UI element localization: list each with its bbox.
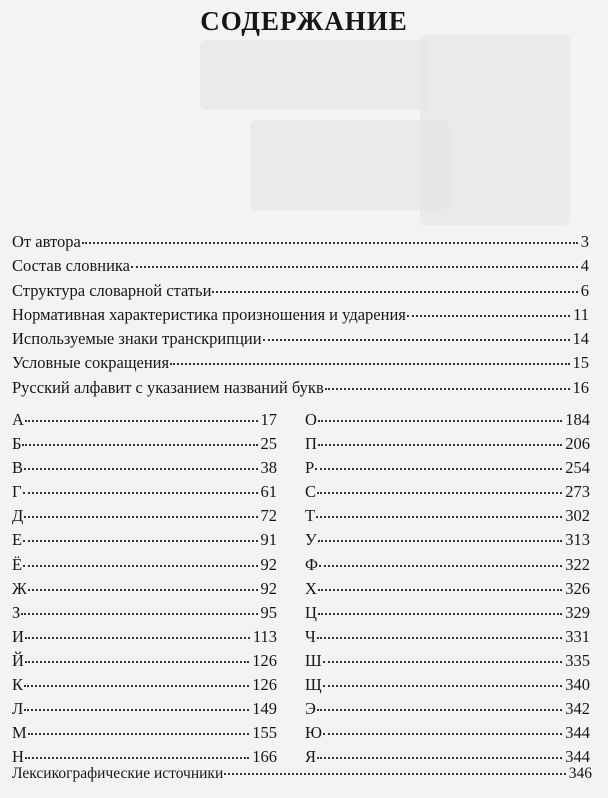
bleed-through-texture: [420, 35, 570, 225]
letter-label: П: [305, 434, 317, 453]
letter-label: И: [12, 627, 24, 646]
dot-leader: [263, 339, 570, 341]
toc-entry-from-author[interactable]: [12, 232, 589, 252]
letter-page: 184: [565, 410, 590, 429]
dot-leader: [21, 613, 257, 615]
dot-leader: [212, 291, 577, 293]
letter-page: 302: [565, 506, 590, 525]
letter-entry-e-reversed[interactable]: [305, 699, 590, 719]
letter-entry-t[interactable]: [305, 506, 590, 526]
letter-page: 91: [260, 530, 277, 549]
dot-leader: [323, 661, 563, 663]
dot-leader: [319, 565, 562, 567]
letter-label: Б: [12, 434, 22, 453]
letter-page: 329: [565, 603, 590, 622]
letter-label: Г: [12, 482, 22, 501]
toc-entry-entry-structure[interactable]: [12, 281, 589, 301]
letter-label: Й: [12, 651, 24, 670]
letter-page: 149: [252, 699, 277, 718]
letter-label: Щ: [305, 675, 322, 694]
letter-entry-p[interactable]: [305, 434, 590, 454]
dot-leader: [82, 242, 578, 244]
letter-entry-y[interactable]: [12, 651, 277, 671]
letter-page: 126: [252, 651, 277, 670]
dot-leader: [323, 685, 563, 687]
letter-entry-m[interactable]: [12, 723, 277, 743]
toc-entry-label: Используемые знаки транскрипции: [12, 329, 262, 348]
letter-label: З: [12, 603, 21, 622]
letter-page: 92: [260, 555, 277, 574]
letter-entry-z[interactable]: [12, 603, 277, 623]
letter-page: 335: [565, 651, 590, 670]
letter-page: 206: [565, 434, 590, 453]
dot-leader: [24, 709, 249, 711]
letter-label: А: [12, 410, 24, 429]
letter-page: 342: [565, 699, 590, 718]
dot-leader: [28, 733, 250, 735]
letter-entry-d[interactable]: [12, 506, 277, 526]
letter-label: Ю: [305, 723, 322, 742]
letter-page: 155: [252, 723, 277, 742]
letter-entry-zh[interactable]: [12, 579, 277, 599]
letter-label: У: [305, 530, 317, 549]
letter-entry-ts[interactable]: [305, 603, 590, 623]
dot-leader: [318, 540, 563, 542]
toc-entry-label: Лексикографические источники: [12, 765, 224, 782]
letter-label: Р: [305, 458, 315, 477]
letter-page: 72: [260, 506, 277, 525]
dot-leader: [25, 637, 250, 639]
toc-entry-transcription-signs[interactable]: [12, 329, 589, 349]
letter-label: Ш: [305, 651, 322, 670]
dot-leader: [325, 388, 570, 390]
letter-page: 166: [252, 747, 277, 766]
letter-label: Ф: [305, 555, 319, 574]
letter-page: 322: [565, 555, 590, 574]
toc-entry-label: Русский алфавит с указанием названий букв: [12, 378, 324, 397]
letter-page: 254: [565, 458, 590, 477]
toc-entry-russian-alphabet[interactable]: [12, 378, 589, 398]
dot-leader: [23, 565, 257, 567]
letter-label: Ц: [305, 603, 317, 622]
dot-leader: [25, 757, 249, 759]
letter-page: 17: [260, 410, 277, 429]
dot-leader: [24, 685, 249, 687]
letter-label: Л: [12, 699, 24, 718]
letter-entry-u[interactable]: [305, 530, 590, 550]
letter-page: 344: [565, 723, 590, 742]
dot-leader: [24, 516, 257, 518]
letter-label: Я: [305, 747, 317, 766]
letter-entry-kh[interactable]: [305, 579, 590, 599]
letter-page: 331: [565, 627, 590, 646]
letter-page: 126: [252, 675, 277, 694]
toc-entry-page: 3: [580, 232, 589, 251]
letter-label: М: [12, 723, 27, 742]
letter-entry-g[interactable]: [12, 482, 277, 502]
dot-leader: [170, 363, 569, 365]
toc-entry-page: 11: [573, 305, 589, 324]
letter-entry-r[interactable]: [305, 458, 590, 478]
dot-leader: [22, 444, 257, 446]
dot-leader: [224, 773, 566, 775]
toc-entry-label: Условные сокращения: [12, 353, 170, 372]
letter-page: 92: [260, 579, 277, 598]
dot-leader: [25, 420, 258, 422]
letter-label: Э: [305, 699, 316, 718]
letter-label: К: [12, 675, 24, 694]
letter-label: В: [12, 458, 24, 477]
dot-leader: [23, 492, 258, 494]
letter-label: Т: [305, 506, 316, 525]
letter-entry-k[interactable]: [12, 675, 277, 695]
dot-leader: [317, 709, 562, 711]
letter-page: 326: [565, 579, 590, 598]
letter-label: О: [305, 410, 317, 429]
toc-entry-abbreviations[interactable]: [12, 353, 589, 373]
dot-leader: [323, 733, 562, 735]
toc-entry-lexicographic-sources[interactable]: [12, 764, 592, 784]
toc-entry-page: 16: [572, 378, 589, 397]
letter-page: 344: [565, 747, 590, 766]
letter-label: Е: [12, 530, 23, 549]
letter-label: Д: [12, 506, 24, 525]
letter-entry-s[interactable]: [305, 482, 590, 502]
letter-label: Ё: [12, 555, 23, 574]
letter-label: Ж: [12, 579, 27, 598]
dot-leader: [25, 661, 249, 663]
letter-entry-yu[interactable]: [305, 723, 590, 743]
toc-entry-normative-pronunciation[interactable]: [12, 305, 589, 325]
letter-entry-shch[interactable]: [305, 675, 590, 695]
toc-entry-page: 14: [572, 329, 589, 348]
letter-entry-v[interactable]: [12, 458, 277, 478]
dot-leader: [318, 420, 562, 422]
toc-entry-label: Состав словника: [12, 256, 130, 275]
toc-entry-page: 6: [580, 281, 589, 300]
toc-entry-label: Нормативная характеристика произношения и ударения: [12, 305, 406, 324]
letter-page: 95: [260, 603, 277, 622]
dot-leader: [318, 613, 562, 615]
letter-entry-f[interactable]: [305, 555, 590, 575]
toc-entry-label: От автора: [12, 232, 81, 251]
toc-entry-label: Структура словарной статьи: [12, 281, 212, 300]
letter-label: Ч: [305, 627, 316, 646]
dot-leader: [28, 589, 258, 591]
letter-entry-i[interactable]: [12, 627, 277, 647]
toc-entry-word-list[interactable]: [12, 256, 589, 276]
toc-entry-page: 346: [568, 765, 592, 782]
letter-label: Н: [12, 747, 24, 766]
dot-leader: [316, 516, 562, 518]
letter-label: С: [305, 482, 317, 501]
letter-entry-yo[interactable]: [12, 555, 277, 575]
letter-entry-o[interactable]: [305, 410, 590, 430]
letter-entry-sh[interactable]: [305, 651, 590, 671]
toc-entry-page: 4: [580, 256, 589, 275]
letter-entry-e[interactable]: [12, 530, 277, 550]
dot-leader: [407, 315, 570, 317]
letter-page: 38: [260, 458, 277, 477]
letter-page: 313: [565, 530, 590, 549]
dot-leader: [317, 492, 562, 494]
dot-leader: [315, 468, 562, 470]
letter-label: Х: [305, 579, 317, 598]
dot-leader: [318, 444, 562, 446]
letter-entry-a[interactable]: [12, 410, 277, 430]
letter-page: 113: [252, 627, 277, 646]
letter-page: 273: [565, 482, 590, 501]
bleed-through-texture: [200, 40, 430, 110]
letter-page: 61: [260, 482, 277, 501]
dot-leader: [317, 637, 563, 639]
toc-entry-page: 15: [572, 353, 589, 372]
letter-entry-b[interactable]: [12, 434, 277, 454]
letter-page: 25: [260, 434, 277, 453]
dot-leader: [318, 589, 562, 591]
letter-page: 340: [565, 675, 590, 694]
dot-leader: [23, 540, 257, 542]
letter-entry-l[interactable]: [12, 699, 277, 719]
dot-leader: [24, 468, 257, 470]
page-title: СОДЕРЖАНИЕ: [200, 6, 408, 36]
dot-leader: [317, 757, 562, 759]
letter-entry-ch[interactable]: [305, 627, 590, 647]
dot-leader: [131, 266, 578, 268]
